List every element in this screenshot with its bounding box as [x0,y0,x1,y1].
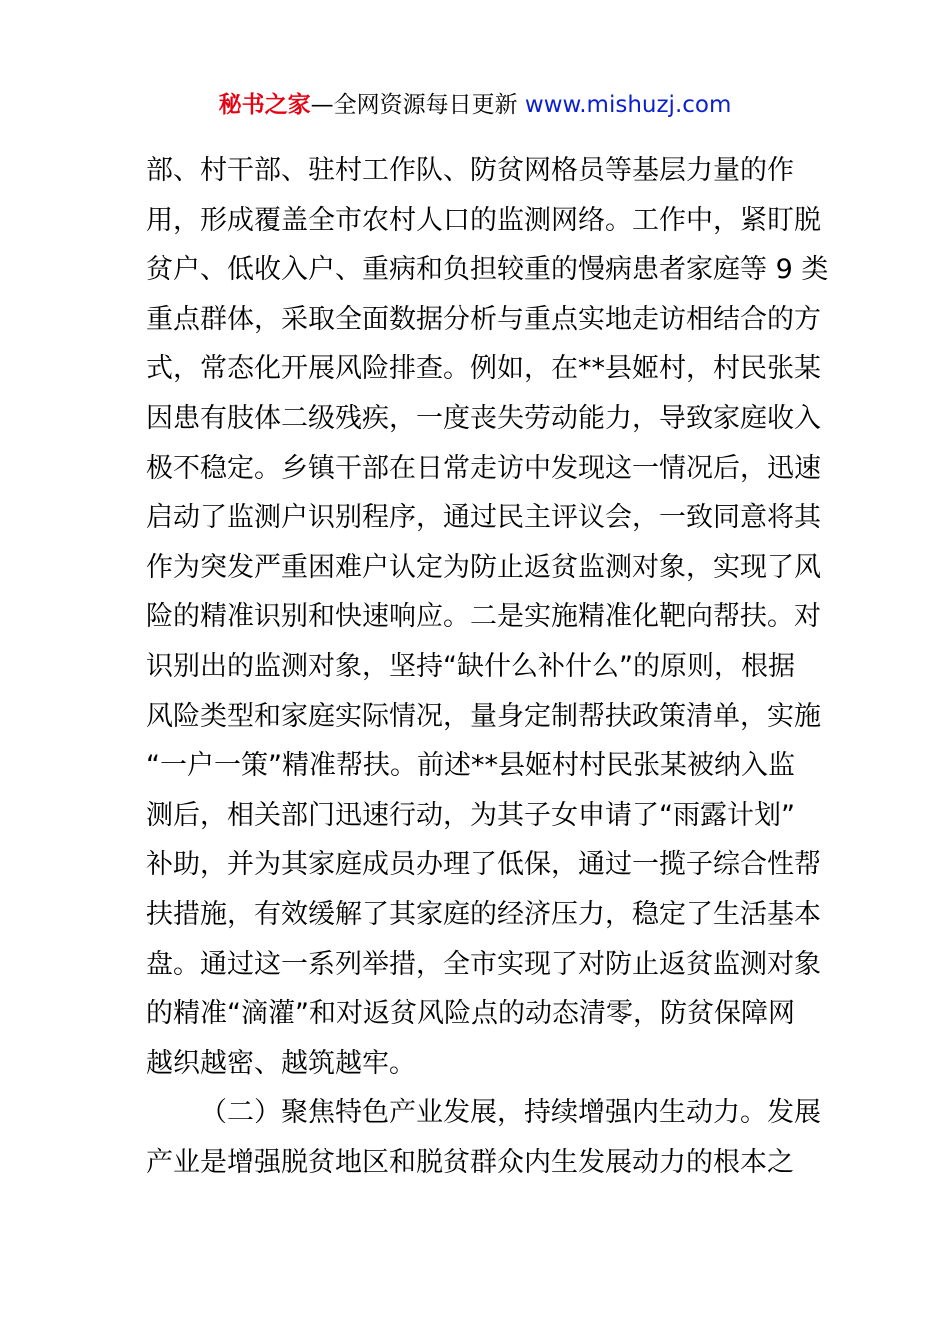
page-header [0,88,950,122]
text-line: 扶措施，有效缓解了其家庭的经济压力，稳定了生活基本 [146,898,821,930]
text-line: 产业是增强脱贫地区和脱贫群众内生发展动力的根本之 [146,1146,794,1178]
text-line: 极不稳定。乡镇干部在日常走访中发现这一情况后，迅速 [146,452,821,484]
document-body [146,146,829,1187]
site-url[interactable]: www.mishuzj.com [524,92,732,118]
text-line: 盘。通过这一系列举措，全市实现了对防止返贫监测对象 [146,948,821,980]
text-line: 补助，并为其家庭成员办理了低保，通过一揽子综合性帮 [146,849,821,881]
site-tagline: —全网资源每日更新 [310,92,525,118]
text-line: 险的精准识别和快速响应。二是实施精准化靶向帮扶。对 [146,601,821,633]
site-name: 秘书之家 [218,92,311,118]
text-line: 识别出的监测对象，坚持“缺什么补什么”的原则，根据 [146,650,795,682]
text-line: 重点群体，采取全面数据分析与重点实地走访相结合的方 [146,303,821,335]
text-line: 作为突发严重困难户认定为防止返贫监测对象，实现了风 [146,551,821,583]
text-line: 部、村干部、驻村工作队、防贫网格员等基层力量的作 [146,155,794,186]
text-line: 测后，相关部门迅速行动，为其子女申请了“雨露计划” [146,799,795,831]
text-line: 风险类型和家庭实际情况，量身定制帮扶政策清单，实施 [146,700,821,732]
text-line: 式，常态化开展风险排查。例如，在**县姬村，村民张某 [146,353,821,385]
section-heading-line: （二）聚焦特色产业发展，持续增强内生动力。发展 [200,1097,821,1129]
text-line: 的精准“滴灌”和对返贫风险点的动态清零，防贫保障网 [146,998,795,1030]
text-line: 用，形成覆盖全市农村人口的监测网络。工作中，紧盯脱 [146,204,821,236]
text-line: 贫户、低收入户、重病和负担较重的慢病患者家庭等 9 类 [146,254,829,286]
text-line: “一户一策”精准帮扶。前述**县姬村村民张某被纳入监 [146,750,795,782]
text-line: 启动了监测户识别程序，通过民主评议会，一致同意将其 [146,502,821,534]
text-line: 越织越密、越筑越牢。 [146,1047,416,1079]
text-line: 因患有肢体二级残疾，一度丧失劳动能力，导致家庭收入 [146,402,821,434]
